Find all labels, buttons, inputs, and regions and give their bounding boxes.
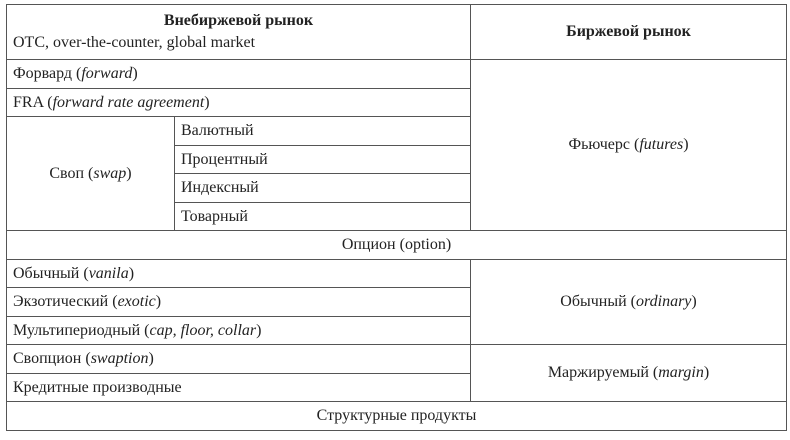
otc-market-subtitle: OTC, over-the-counter, global market xyxy=(13,34,256,51)
fra-cell xyxy=(7,89,471,117)
vanilla-option-cell xyxy=(7,260,471,288)
table-row xyxy=(7,231,787,260)
multiperiod-ru: Мультипериодный ( xyxy=(13,321,150,339)
multiperiod-en: cap, floor, collar xyxy=(149,321,257,339)
multiperiod-close: ) xyxy=(256,321,262,339)
forward-ru: Форвард ( xyxy=(13,65,82,82)
vanilla-close: ) xyxy=(128,264,135,282)
ordinary-close: ) xyxy=(691,293,697,310)
swap-cell xyxy=(7,117,175,231)
fra-en: forward rate agreement xyxy=(52,93,205,111)
otc-header-cell xyxy=(7,5,471,60)
table-row xyxy=(7,260,787,288)
exchange-market-title: Биржевой рынок xyxy=(566,23,691,40)
futures-ru: Фьючерс ( xyxy=(568,136,640,153)
table-row xyxy=(7,60,787,89)
vanilla-ru: Обычный ( xyxy=(13,264,89,282)
exotic-option-cell xyxy=(7,288,471,317)
swap-en: swap xyxy=(93,164,127,182)
exotic-en: exotic xyxy=(117,293,156,310)
fra-close: ) xyxy=(204,93,210,111)
vanilla-en: vanila xyxy=(88,264,129,282)
derivatives-table xyxy=(6,4,787,431)
forward-cell xyxy=(7,60,471,89)
swap-type-commodity: Товарный xyxy=(175,203,471,231)
swaption-close: ) xyxy=(148,350,154,367)
swap-type-interest: Процентный xyxy=(175,146,471,174)
ordinary-cell xyxy=(471,260,787,345)
margin-en: margin xyxy=(658,364,704,381)
margin-close: ) xyxy=(703,364,710,381)
swaption-ru: Свопцион ( xyxy=(13,350,91,367)
swap-type-index: Индексный xyxy=(175,174,471,203)
swap-ru: Своп ( xyxy=(49,164,94,182)
credit-derivatives-cell: Кредитные производные xyxy=(7,374,471,402)
fra-ru: FRA ( xyxy=(13,93,53,111)
multiperiod-option-cell xyxy=(7,317,471,345)
swap-type-currency: Валютный xyxy=(175,117,471,146)
exotic-close: ) xyxy=(155,293,162,310)
table-row xyxy=(7,345,787,374)
header-row xyxy=(7,5,787,60)
exotic-ru: Экзотический ( xyxy=(13,293,118,310)
margin-ru: Маржируемый ( xyxy=(547,364,659,381)
swaption-en: swaption xyxy=(90,350,149,367)
option-cell: Опцион (option) xyxy=(7,231,787,260)
futures-close: ) xyxy=(683,136,689,153)
exchange-header-cell xyxy=(471,5,787,60)
table-row xyxy=(7,402,787,431)
otc-market-title: Внебиржевой рынок xyxy=(163,12,314,29)
swap-close: ) xyxy=(126,164,132,182)
forward-close: ) xyxy=(132,65,138,82)
forward-en: forward xyxy=(81,65,133,82)
futures-cell xyxy=(471,60,787,231)
futures-en: futures xyxy=(639,136,684,153)
structured-products-cell: Структурные продукты xyxy=(7,402,787,431)
margin-cell xyxy=(471,345,787,402)
ordinary-ru: Обычный ( xyxy=(560,293,636,310)
swaption-cell xyxy=(7,345,471,374)
ordinary-en: ordinary xyxy=(635,293,692,310)
